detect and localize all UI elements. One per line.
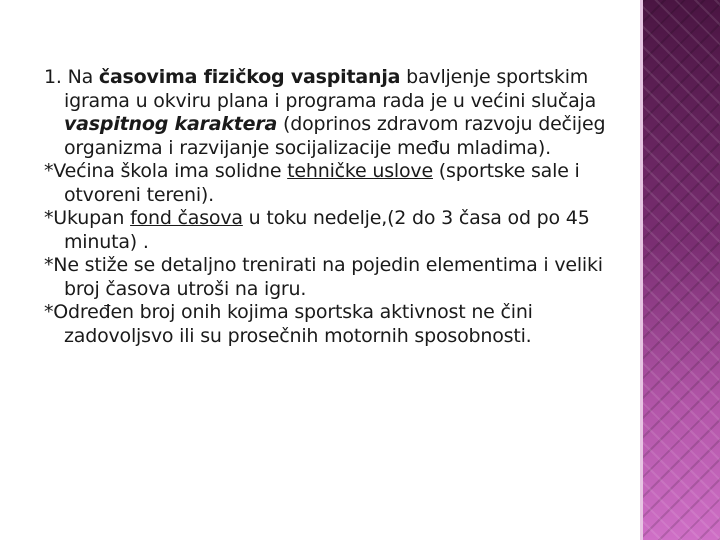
text-run: (sportske sale i otvoreni tereni). [64,160,580,206]
text-run-bold: časovima fizičkog vaspitanja [98,66,401,88]
decorative-side-band [640,0,720,540]
paragraph-3 [44,207,624,254]
slide-body [44,66,624,348]
paragraph-4 [44,254,624,301]
text-run-underlined: fond časova [130,207,243,229]
paragraph-5 [44,301,624,348]
text-run-underlined: tehničke uslove [287,160,433,182]
text-run: *Ukupan [44,207,131,229]
text-run: *Većina škola ima solidne [44,160,288,182]
text-run: bavljenje sportskim igrama u okviru plana i programa rada je u većini slučaja [64,66,597,112]
text-run: *Ne stiže se detaljno trenirati na pojedin elementima i veliki broj časova utroši na igru. [44,254,603,300]
text-run-bold-italic: vaspitnog karaktera [64,113,278,135]
paragraph-2 [44,160,624,207]
side-band-edge [640,0,643,540]
text-run: 1. Na [44,66,99,88]
text-run: (doprinos zdravom razvoju dečijeg organizma i razvijanje socijalizacije među mladima). [64,113,606,159]
text-run: u toku nedelje,(2 do 3 časa od po 45 minuta) . [64,207,590,253]
paragraph-1 [44,66,624,160]
text-run: *Određen broj onih kojima sportska aktivnost ne čini zadovoljsvo ili su prosečnih motornih sposobnosti. [44,301,533,347]
